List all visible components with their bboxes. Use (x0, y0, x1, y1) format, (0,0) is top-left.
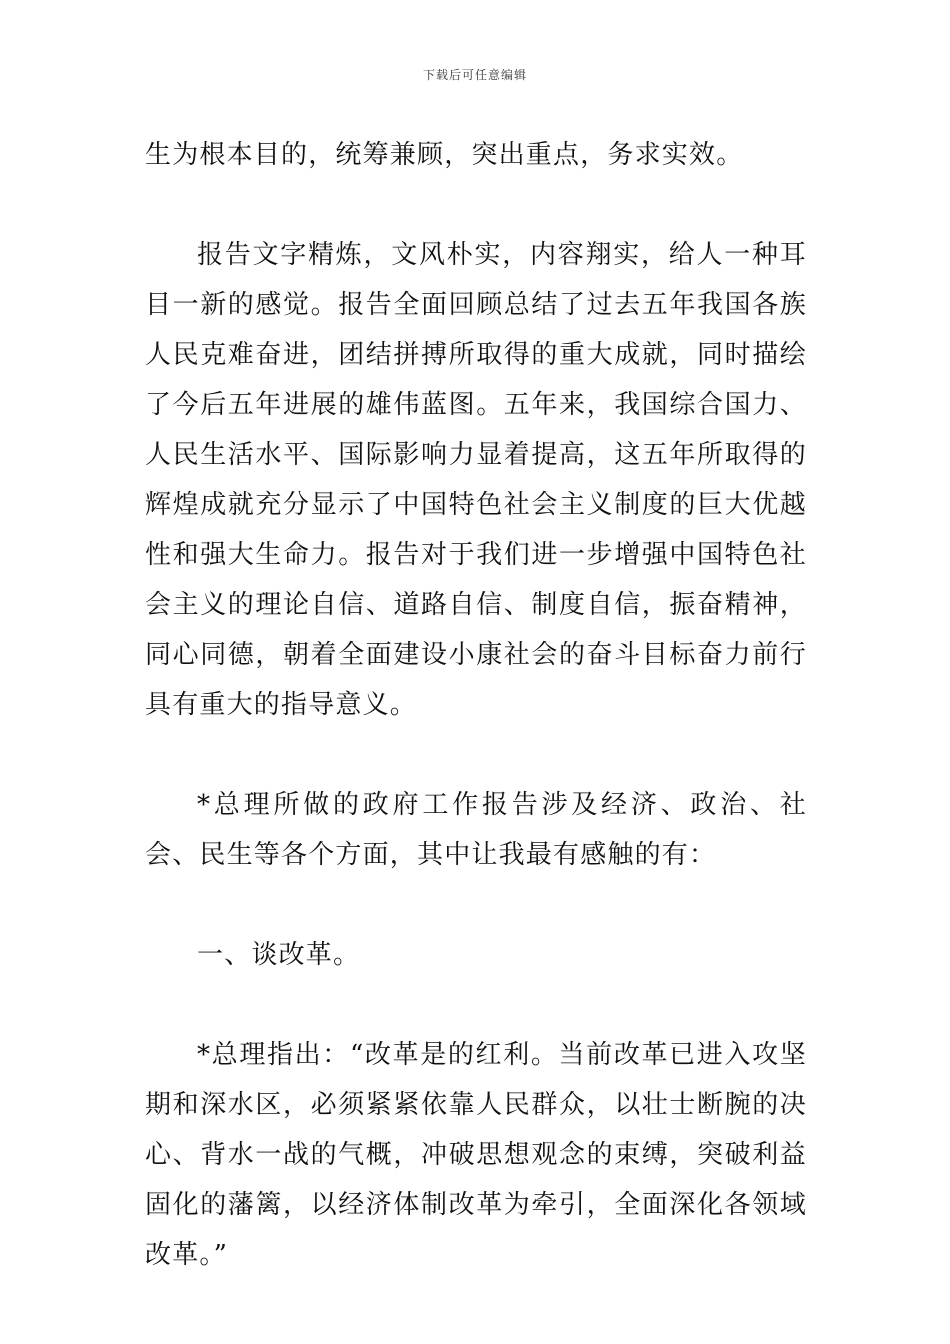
paragraph-reform-quote: *总理指出：“改革是的红利。当前改革已进入攻坚期和深水区，必须紧紧依靠人民群众，以壮士断腕的决心、背水一战的气概，冲破思想观念的束缚，突破利益固化的藩篱，以经济体制改革为牵引，全面深化各领域改革。” (145, 1040, 807, 1270)
paragraph-report-summary: 报告文字精炼，文风朴实，内容翔实，给人一种耳目一新的感觉。报告全面回顾总结了过去五年我国各族人民克难奋进，团结拼搏所取得的重大成就，同时描绘了今后五年进展的雄伟蓝图。五年来，我国综合国力、人民生活水平、国际影响力显着提高，这五年所取得的辉煌成就充分显示了中国特色社会主义制度的巨大优越性和强大生命力。报告对于我们进一步增强中国特色社会主义的理论自信、道路自信、制度自信，振奋精神，同心同德，朝着全面建设小康社会的奋斗目标奋力前行具有重大的指导意义。 (145, 240, 807, 720)
paragraph-continuation: 生为根本目的，统筹兼顾，突出重点，务求实效。 (145, 140, 744, 170)
paragraph-gap (145, 180, 807, 230)
section-heading-reform: 一、谈改革。 (197, 940, 361, 970)
page-header: 下载后可任意编辑 (422, 68, 527, 82)
paragraph-report-topics: *总理所做的政府工作报告涉及经济、政治、社会、民生等各个方面，其中让我最有感触的有： (145, 790, 807, 870)
paragraph-gap (145, 980, 807, 1030)
document-body (145, 130, 807, 1280)
paragraph-gap (145, 880, 807, 930)
paragraph-gap (145, 730, 807, 780)
